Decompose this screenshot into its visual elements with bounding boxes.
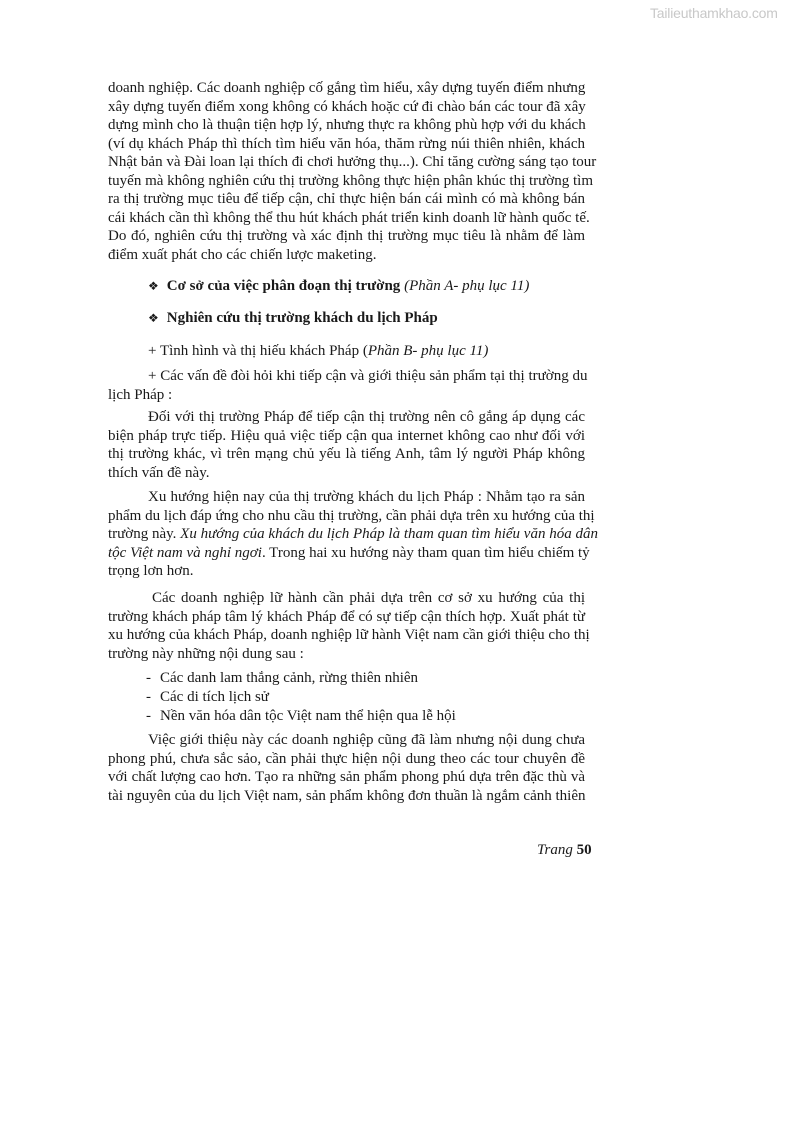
content-list: [146, 669, 456, 725]
text-line: phẩm du lịch đáp ứng cho nhu cầu thị trường, cần phải dựa trên xu hướng của thị: [108, 507, 595, 524]
text-line: Nhật bản và Đài loan lại thích đi chơi hưởng thụ...). Chỉ tăng cường sáng tạo tour: [108, 154, 597, 170]
text-line: biện pháp trực tiếp. Hiệu quả việc tiếp cận qua internet không cao như đối với: [108, 427, 585, 444]
dash-bullet: -: [146, 707, 151, 724]
list-item-text: Các di tích lịch sử: [160, 688, 269, 705]
text-line: thị trường khác, vì trên mạng chủ yếu là tiếng Anh, tâm lý người Pháp không: [108, 446, 585, 462]
text-line: doanh nghiệp. Các doanh nghiệp cố gắng tìm hiểu, xây dựng tuyến điểm nhưng: [108, 80, 586, 96]
text-line: [108, 342, 585, 361]
text-line: trường này những nội dung sau :: [108, 645, 304, 662]
item-situation: [108, 342, 585, 361]
italic-segment: tộc Việt nam và nghỉ ngơi: [108, 544, 262, 561]
heading-reference: Phần A- phụ lục 11: [409, 278, 525, 294]
text-line: thích vấn đề này.: [108, 464, 210, 481]
paragraph-intro: [108, 79, 597, 264]
text-line: (ví dụ khách Pháp thì thích tìm hiểu văn hóa, thăm rừng núi thiên nhiên, khách: [108, 135, 585, 152]
ref-paren: (: [400, 278, 410, 294]
diamond-bullet-icon: ❖: [148, 311, 159, 325]
page-label: Trang: [537, 842, 573, 858]
text-line: lịch Pháp :: [108, 386, 173, 403]
list-item: [146, 688, 456, 707]
text-line: + Các vấn đề đòi hỏi khi tiếp cận và giới thiệu sản phẩm tại thị trường du: [148, 368, 588, 384]
text-line: cái khách cần thì không thể thu hút khách phát triển kinh doanh lữ hành quốc tế.: [108, 209, 590, 226]
text-line: xây dựng tuyến điểm xong không có khách hoặc cứ đi chào bán các tour đã xây: [108, 98, 586, 115]
page-number-value: 50: [576, 842, 592, 858]
text-line: Đối với thị trường Pháp để tiếp cận thị trường nên cô gắng áp dụng các: [148, 409, 585, 425]
text-line: Do đó, nghiên cứu thị trường và xác định thị trường mục tiêu là nhằm để làm: [108, 228, 585, 244]
heading-text: Cơ sở của việc phân đoạn thị trường: [166, 278, 401, 294]
paragraph-introduction-products: [108, 731, 585, 805]
text-line: Các doanh nghiệp lữ hành cần phải dựa trên cơ sở xu hướng của thị: [152, 590, 585, 606]
section-heading: [148, 278, 529, 295]
text-line: [108, 544, 590, 563]
diamond-bullet-icon: ❖: [148, 279, 159, 293]
dash-bullet: -: [146, 688, 151, 705]
list-item: [146, 707, 456, 726]
text-line: trường khách pháp tâm lý khách Pháp để có sự tiếp cận thích hợp. Xuất phát từ: [108, 608, 585, 625]
text-segment: trường này.: [108, 526, 181, 542]
ref-paren: ): [524, 278, 530, 294]
text-line: xu hướng của khách Pháp, doanh nghiệp lữ hành Việt nam cần giới thiệu cho thị: [108, 627, 590, 643]
paragraph-trends: [108, 488, 598, 581]
item-issues: [108, 367, 588, 404]
list-item: [146, 669, 456, 688]
page-number: [537, 842, 592, 859]
dash-bullet: -: [146, 670, 151, 686]
text-line: Việc giới thiệu này các doanh nghiệp cũng đã làm nhưng nội dung chưa: [148, 732, 585, 748]
text-line: tuyến mà không nghiên cứu thị trường không thực hiện phân khúc thị trường tìm: [108, 172, 593, 189]
text-line: [108, 525, 598, 544]
text-line: trọng lơn hơn.: [108, 563, 194, 579]
paragraph-approach: [108, 408, 585, 482]
text-line: với chất lượng cao hơn. Tạo ra những sản phẩm phong phú dựa trên đặc thù và: [108, 769, 585, 785]
item-text: + Tình hình và thị hiếu khách Pháp (: [148, 343, 368, 359]
text-segment: . Trong hai xu hướng này tham quan tìm hiểu chiếm tỷ: [261, 544, 590, 561]
italic-segment: Xu hướng của khách du lịch Pháp là tham quan tìm hiểu văn hóa dân: [180, 526, 598, 542]
section-heading: [148, 310, 438, 327]
text-line: tài nguyên của du lịch Việt nam, sản phẩm không đơn thuần là ngắm cảnh thiên: [108, 787, 586, 804]
list-item-text: Nền văn hóa dân tộc Việt nam thể hiện qua lễ hội: [160, 707, 456, 724]
text-line: điểm xuất phát cho các chiến lược maketing.: [108, 246, 377, 263]
list-item-text: Các danh lam thắng cảnh, rừng thiên nhiên: [160, 670, 419, 686]
text-line: dựng mình cho là thuận tiện hợp lý, nhưng thực ra không phù hợp với du khách: [108, 117, 586, 133]
watermark: Tailieuthamkhao.com: [650, 5, 778, 21]
text-line: Xu hướng hiện nay của thị trường khách du lịch Pháp : Nhằm tạo ra sản: [148, 489, 585, 505]
text-line: phong phú, chưa sắc sảo, cần phải thực hiện nội dung theo các tour chuyên đề: [108, 750, 585, 767]
text-line: ra thị trường mục tiêu để tiếp cận, chỉ thực hiện bán cái mình có mà không bán: [108, 191, 585, 207]
paragraph-enterprises: [108, 589, 590, 663]
heading-text: Nghiên cứu thị trường khách du lịch Pháp: [166, 310, 438, 326]
item-reference: Phần B- phụ lục 11): [367, 343, 489, 359]
